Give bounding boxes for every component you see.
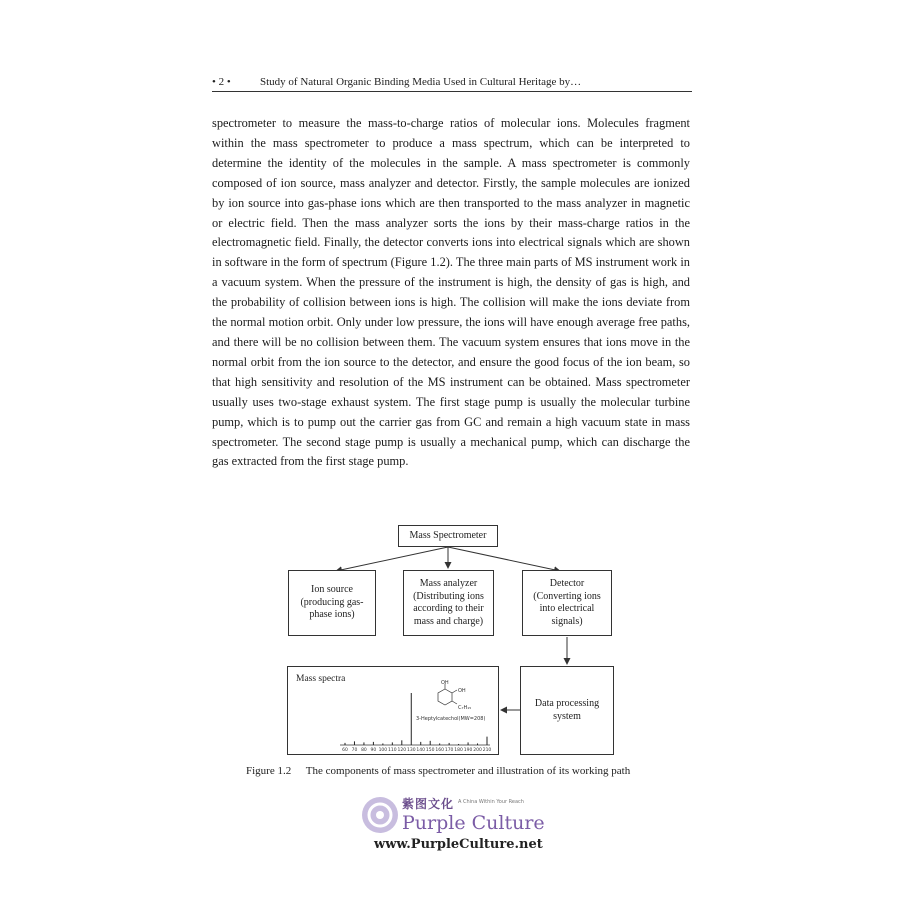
body-paragraph: spectrometer to measure the mass-to-charge ratios of molecular ions. Molecules fragment within the mass spectrometer to produce a mass spectrum, which can be interpreted to determine the identity of the molecules in the sample. A mass spectrometer is commonly composed of ion source, mass analyzer and detector. Firstly, the sample molecules are ionized by ion source into gas-phase ions which are then transported to the mass analyzer in magnetic or electric field. Then the mass analyzer sorts the ions by their mass-charge ratios in the electromagnetic field. Finally, the detector converts ions into electrical signals which are shown in software in the form of spectrum (Figure 1.2). The three main parts of MS instrument work in a vacuum system. When the pressure of the instrument is high, the density of gas is high, and the probability of collision between ions is high. The collision will make the ions deviate from the normal motion orbit. Only under low pressure, the ions will have enough average free paths, and there will be no collision between them. The vacuum system ensures that ions move in the normal orbit from the ion source to the detector, and ensure the good focus of the ion beam, so that high sensitivity and resolution of the MS instrument can be obtained. Mass spectrometer usually uses two-stage exhaust system. The first stage pump is usually the molecular turbine pump, which is to pump out the carrier gas from GC and remain a high vacuum state in mass spectrometer. The second stage pump is usually a mechanical pump, which can discharge the gas extracted from the first stage pump.	[212, 116, 690, 469]
spectrum-x-tick: 180	[454, 748, 463, 753]
chem-oh-1: OH	[441, 680, 449, 686]
spectrum-x-tick: 90	[370, 748, 377, 753]
chem-oh-2: OH	[458, 688, 466, 694]
figure-caption	[246, 763, 666, 779]
purple-culture-logo-icon	[360, 795, 400, 837]
mass-spectrometer-label: Mass Spectrometer	[409, 529, 487, 541]
purple-culture-watermark	[360, 795, 560, 855]
spectrum-x-tick: 70	[351, 748, 358, 753]
watermark-tagline: A China Within Your Reach	[458, 799, 524, 805]
spectrum-x-tick: 80	[361, 748, 367, 753]
catechol-structure-icon	[438, 684, 457, 705]
spectrum-x-tick: 200	[473, 748, 482, 753]
data-processing-label: Data processing system	[534, 698, 600, 722]
compound-name: 3-Heptylcatechol(MW=208)	[416, 716, 486, 722]
spectrum-x-tick: 120	[397, 748, 407, 753]
spectrum-x-tick: 210	[482, 748, 492, 753]
spectrum-x-tick: 160	[435, 748, 444, 753]
watermark-chinese: 紫图文化	[402, 797, 455, 811]
spectrum-x-tick: 170	[444, 748, 454, 753]
ion-source-label: Ion source (producing gas- phase ions)	[300, 584, 364, 621]
detector-label: Detector (Converting ions into electrical signals)	[533, 578, 601, 627]
spectrum-x-tick: 130	[406, 748, 416, 753]
spectrum-x-tick: 190	[463, 748, 473, 753]
caption-number: Figure 1.2	[246, 765, 292, 777]
mass-analyzer-label: Mass analyzer (Distributing ions according to their mass and charge)	[413, 578, 484, 627]
spectrum-x-tick: 60	[342, 748, 348, 753]
running-title: Study of Natural Organic Binding Media Used in Cultural Heritage by…	[260, 76, 582, 88]
watermark-url: www.PurpleCulture.net	[374, 837, 543, 852]
mass-spectra-label: Mass spectra	[296, 674, 346, 684]
watermark-name: Purple Culture	[402, 812, 545, 834]
spectrum-x-tick: 110	[388, 748, 397, 753]
page-number: • 2 •	[212, 76, 231, 88]
spectrum-x-tick: 100	[378, 748, 388, 753]
caption-text: The components of mass spectrometer and illustration of its working path	[305, 765, 631, 777]
spectrum-x-tick: 140	[416, 748, 426, 753]
chem-chain: C₇H₁₅	[458, 705, 472, 711]
spectrum-x-tick: 150	[425, 748, 435, 753]
